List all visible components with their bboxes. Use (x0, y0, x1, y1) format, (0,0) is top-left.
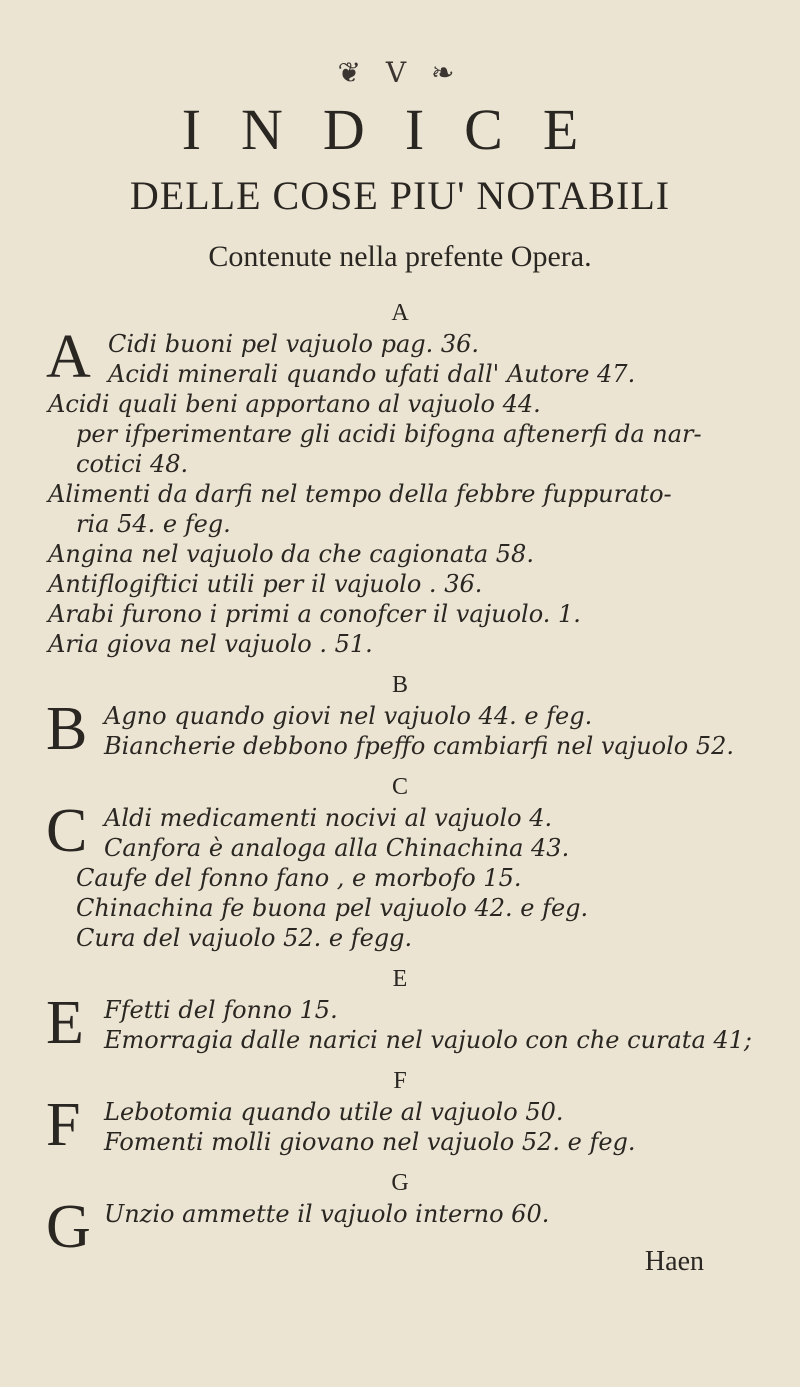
index-entry: Caufe del fonno fano , e morbofo 15. (76, 864, 522, 892)
index-entry: Aldi medicamenti nocivi al vajuolo 4. (104, 804, 553, 832)
page-title: INDICE (181, 97, 619, 162)
section-letter-e: E (392, 966, 408, 992)
page-subtitle: DELLE COSE PIU' NOTABILI (129, 173, 671, 218)
index-entry: ria 54. e feg. (76, 510, 231, 538)
index-entry: cotici 48. (76, 450, 189, 478)
index-entry: Antiflogiftici utili per il vajuolo . 36. (48, 570, 483, 598)
index-entry: Acidi minerali quando ufati dall' Autore 47. (108, 360, 636, 388)
index-entry: Alimenti da darfi nel tempo della febbre fuppurato- (48, 480, 672, 508)
drop-cap-e: E (46, 989, 84, 1057)
index-entry: Fomenti molli giovano nel vajuolo 52. e feg. (104, 1128, 636, 1156)
index-entry: per ifperimentare gli acidi bifogna aftenerfi da nar- (76, 420, 702, 448)
index-entry: Acidi quali beni apportano al vajuolo 44. (48, 390, 541, 418)
catchword: Haen (644, 1246, 704, 1277)
index-entry: Cidi buoni pel vajuolo pag. 36. (108, 330, 480, 358)
index-entry: Chinachina fe buona pel vajuolo 42. e feg. (76, 894, 589, 922)
index-entry: Angina nel vajuolo da che cagionata 58. (48, 540, 534, 568)
index-entry: Emorragia dalle narici nel vajuolo con che curata 41; (104, 1026, 752, 1054)
index-entry: Arabi furono i primi a conofcer il vajuolo. 1. (48, 600, 581, 628)
index-entry: Aria giova nel vajuolo . 51. (48, 630, 373, 658)
index-entry: Canfora è analoga alla Chinachina 43. (104, 834, 570, 862)
section-letter-g: G (391, 1170, 409, 1196)
section-letter-b: B (391, 672, 408, 698)
index-entry: Biancherie debbono fpeffo cambiarfi nel vajuolo 52. (104, 732, 735, 760)
section-letter-f: F (393, 1068, 407, 1094)
drop-cap-c: C (46, 797, 88, 865)
drop-cap-a: A (46, 323, 91, 391)
index-entry: Agno quando giovi nel vajuolo 44. e feg. (104, 702, 593, 730)
index-entry: Lebotomia quando utile al vajuolo 50. (104, 1098, 564, 1126)
index-entry: Ffetti del fonno 15. (104, 996, 338, 1024)
section-letter-a: A (391, 300, 409, 326)
page-subheading: Contenute nella prefente Opera. (208, 240, 592, 273)
index-entry: Cura del vajuolo 52. e fegg. (76, 924, 413, 952)
drop-cap-g: G (46, 1193, 91, 1261)
index-entry: Unzio ammette il vajuolo interno 60. (104, 1200, 550, 1228)
drop-cap-b: B (46, 695, 88, 763)
header-ornament: ❦ V ❧ (337, 56, 463, 89)
drop-cap-f: F (46, 1091, 81, 1159)
section-letter-c: C (391, 774, 408, 800)
